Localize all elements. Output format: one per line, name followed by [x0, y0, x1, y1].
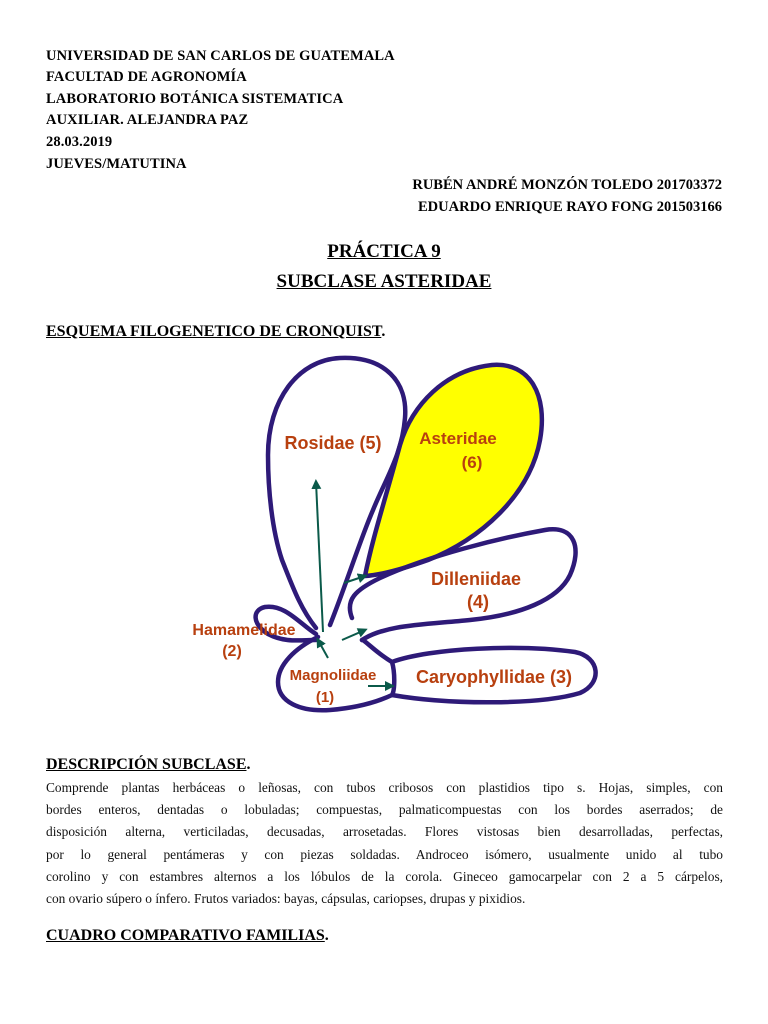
description-heading [46, 755, 251, 775]
author-1: RUBÉN ANDRÉ MONZÓN TOLEDO 201703372 [412, 177, 722, 193]
description-line-5: corolino y con estambres alternos a los lóbulos de la corola. Gineceo gamocarpelar con 2 a 5 cárpelos, [46, 869, 723, 884]
description-heading-punct: . [246, 756, 251, 773]
auxiliar-name: AUXILIAR. ALEJANDRA PAZ [46, 112, 249, 128]
subclass-title-text: SUBCLASE ASTERIDAE [276, 271, 492, 292]
magnoliidae-number: (1) [315, 689, 335, 706]
university-name: UNIVERSIDAD DE SAN CARLOS DE GUATEMALA [46, 48, 395, 64]
arrow-to-hamamelidae [318, 640, 328, 658]
arrow-to-rosidae [316, 482, 323, 632]
description-heading-text: DESCRIPCIÓN SUBCLASE [46, 756, 247, 773]
description-line-6: con ovario súpero o ínfero. Frutos variados: bayas, cápsulas, cariopses, drupas y pixidios. [46, 891, 526, 906]
comparison-heading [46, 926, 329, 946]
hamamelidae-label: Hamamelidae [192, 622, 296, 639]
comparison-heading-text: CUADRO COMPARATIVO FAMILIAS [46, 927, 325, 944]
scheme-heading-punct: . [381, 323, 386, 340]
scheme-heading-text: ESQUEMA FILOGENETICO DE CRONQUIST [46, 323, 382, 340]
date: 28.03.2019 [46, 134, 113, 150]
author-2: EDUARDO ENRIQUE RAYO FONG 201503166 [418, 199, 722, 215]
asteridae-lobe [365, 365, 542, 576]
asteridae-label: Asteridae [419, 429, 497, 448]
description-line-1: Comprende plantas herbáceas o leñosas, con tubos cribosos con plastidios tipo s. Hojas, simples, con [46, 780, 723, 795]
hamamelidae-number: (2) [222, 643, 242, 660]
faculty-name: FACULTAD DE AGRONOMÍA [46, 69, 247, 85]
comparison-heading-punct: . [324, 927, 329, 944]
scheme-heading [46, 322, 385, 342]
magnoliidae-label: Magnoliidae [289, 667, 377, 684]
description-line-3: disposición alterna, verticiladas, decusadas, arrosetadas. Flores vistosas bien desarrolladas, perfectas, [46, 824, 723, 839]
practice-title [0, 240, 768, 264]
cronquist-phylogenetic-diagram [170, 348, 600, 720]
practice-title-text: PRÁCTICA 9 [327, 241, 441, 262]
caryophyllidae-label: Caryophyllidae (3) [415, 667, 573, 687]
description-line-2: bordes enteros, dentadas o lobuladas; compuestas, palmaticompuestas con los bordes aserrados; de [46, 802, 723, 817]
subclass-title [0, 270, 768, 294]
description-line-4: por lo general pentámeras y con piezas soldadas. Androceo isómero, usualmente unido al tubo [46, 847, 723, 862]
dilleniidae-number: (4) [467, 592, 489, 612]
asteridae-number: (6) [461, 453, 483, 472]
dilleniidae-label: Dilleniidae [430, 569, 522, 589]
rosidae-label: Rosidae (5) [284, 433, 382, 453]
schedule: JUEVES/MATUTINA [46, 156, 187, 172]
laboratory-name: LABORATORIO BOTÁNICA SISTEMATICA [46, 91, 344, 107]
